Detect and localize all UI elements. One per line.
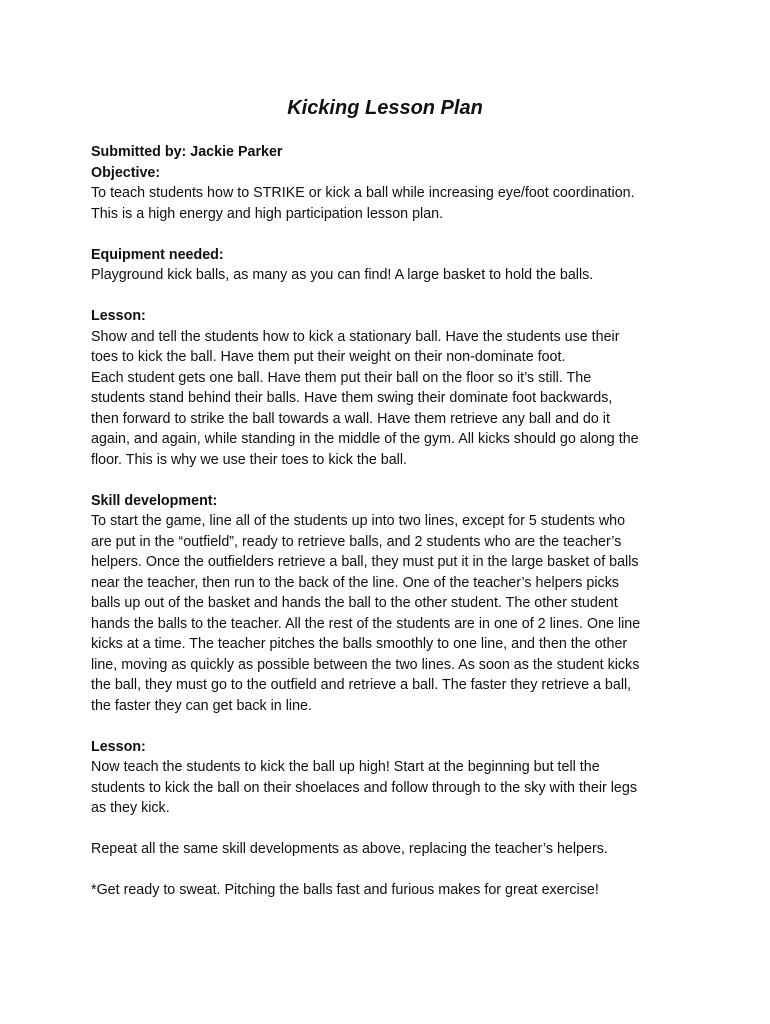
section-gap — [91, 470, 691, 491]
closing-note: *Get ready to sweat. Pitching the balls fast and furious makes for great exercise! — [91, 882, 599, 898]
lesson2-line: Now teach the students to kick the ball up high! Start at the beginning but tell the — [91, 759, 600, 775]
section-gap — [91, 716, 691, 737]
objective-heading: Objective: — [91, 164, 161, 181]
section-gap — [91, 819, 691, 840]
lesson-line: Show and tell the students how to kick a stationary ball. Have the students use their — [91, 328, 620, 345]
objective-line: To teach students how to STRIKE or kick a ball while increasing eye/foot coordination. — [91, 185, 635, 201]
skill-line: the ball, they must go to the outfield and retrieve a ball. The faster they retrieve a ball, — [91, 677, 632, 693]
section-gap — [91, 860, 691, 881]
objective-line: This is a high energy and high participation lesson plan. — [91, 205, 444, 222]
submitted-by: Submitted by: Jackie Parker — [91, 144, 283, 160]
lesson-line: floor. This is why we use their toes to kick the ball. — [91, 451, 407, 468]
skill-line: near the teacher, then run to the back of the line. One of the teacher’s helpers picks — [91, 574, 619, 591]
skill-line: balls up out of the basket and hands the ball to the other student. The other student — [91, 595, 618, 611]
lesson2-line: as they kick. — [91, 800, 170, 816]
skill-line: line, moving as quickly as possible between the two lines. As soon as the student kicks — [91, 656, 640, 673]
lesson-line: again, and again, while standing in the middle of the gym. All kicks should go along the — [91, 431, 639, 447]
lesson-line: students stand behind their balls. Have them swing their dominate foot backwards, — [91, 390, 613, 406]
document-title: Kicking Lesson Plan — [287, 97, 483, 119]
equipment-heading: Equipment needed: — [91, 246, 224, 263]
skill-heading: Skill development: — [91, 492, 218, 509]
skill-line: helpers. Once the outfielders retrieve a ball, they must put it in the large basket of balls — [91, 554, 639, 570]
skill-line: To start the game, line all of the students up into two lines, except for 5 students who — [91, 513, 626, 529]
equipment-line: Playground kick balls, as many as you can find! A large basket to hold the balls. — [91, 267, 594, 283]
repeat-note: Repeat all the same skill developments as above, replacing the teacher’s helpers. — [91, 841, 608, 857]
lesson2-heading: Lesson: — [91, 738, 146, 755]
lesson-line: Each student gets one ball. Have them put their ball on the floor so it’s still. The — [91, 369, 592, 386]
lesson2-line: students to kick the ball on their shoelaces and follow through to the sky with their legs — [91, 779, 637, 796]
lesson-line: toes to kick the ball. Have them put their weight on their non-dominate foot. — [91, 349, 566, 365]
lesson-line: then forward to strike the ball towards a wall. Have them retrieve any ball and do it — [91, 410, 610, 427]
skill-line: are put in the “outfield”, ready to retrieve balls, and 2 students who are the teacher’s — [91, 533, 622, 550]
skill-line: hands the balls to the teacher. All the rest of the students are in one of 2 lines. One line — [91, 615, 641, 632]
document-body — [91, 142, 691, 901]
skill-line: kicks at a time. The teacher pitches the balls smoothly to one line, and then the other — [91, 636, 628, 652]
section-gap — [91, 224, 691, 245]
skill-line: the faster they can get back in line. — [91, 697, 312, 714]
section-gap — [91, 286, 691, 307]
lesson-heading: Lesson: — [91, 308, 146, 324]
